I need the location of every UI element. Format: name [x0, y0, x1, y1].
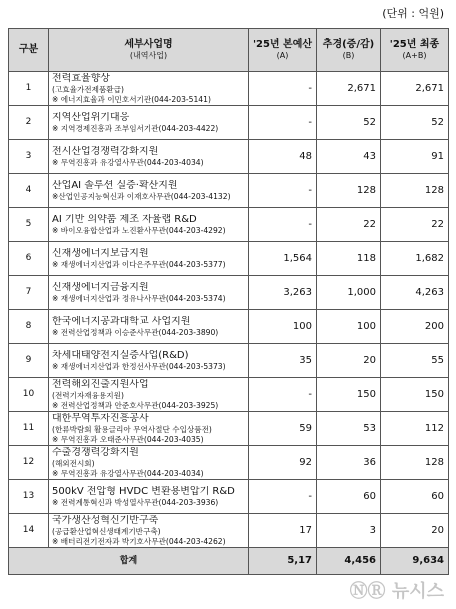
program-name	[49, 106, 249, 140]
total-budget: 5,17	[249, 548, 317, 575]
change-value: 20	[317, 344, 381, 378]
program-detail: (공급환산업혁신생태계기반구축)	[52, 527, 161, 537]
change-value: 43	[317, 140, 381, 174]
program-detail: ※ 재생에너지산업과 한정선사무관(044-203-5373)	[52, 361, 226, 371]
change-value: 118	[317, 242, 381, 276]
table-row	[9, 276, 449, 310]
program-title: 지역산업위기대응	[52, 111, 130, 123]
total-final: 9,634	[381, 548, 449, 575]
program-name	[49, 344, 249, 378]
row-number: 5	[9, 208, 49, 242]
change-value: 2,671	[317, 72, 381, 106]
program-detail: ※산업인공지능혁신과 이재호사무관(044-203-4132)	[52, 191, 231, 201]
total-change: 4,456	[317, 548, 381, 575]
header-budget: '25년 본예산 (A)	[249, 29, 317, 72]
final-value: 128	[381, 446, 449, 480]
program-name	[49, 378, 249, 412]
change-value: 150	[317, 378, 381, 412]
row-number: 1	[9, 72, 49, 106]
program-name	[49, 242, 249, 276]
budget-value: 17	[249, 514, 317, 548]
row-number: 10	[9, 378, 49, 412]
table-row	[9, 378, 449, 412]
budget-value: -	[249, 174, 317, 208]
change-value: 36	[317, 446, 381, 480]
program-title: 국가생산성혁신기반구축	[52, 515, 159, 527]
row-number: 9	[9, 344, 49, 378]
table-header-row	[9, 29, 449, 72]
budget-value: 3,263	[249, 276, 317, 310]
program-detail: ※ 배터리전기전자과 박기호사무관(044-203-4262)	[52, 536, 226, 546]
budget-value: -	[249, 208, 317, 242]
budget-value: -	[249, 480, 317, 514]
table-row	[9, 344, 449, 378]
program-detail: ※ 전력산업정책과 안준호사무관(044-203-3925)	[52, 400, 219, 410]
table-row	[9, 140, 449, 174]
row-number: 4	[9, 174, 49, 208]
program-title: 전시산업경쟁력강화지원	[52, 145, 159, 157]
program-name	[49, 140, 249, 174]
program-name	[49, 310, 249, 344]
change-value: 22	[317, 208, 381, 242]
row-number: 2	[9, 106, 49, 140]
program-title: 전력해외진출지원사업	[52, 379, 149, 391]
budget-value: -	[249, 72, 317, 106]
program-name	[49, 514, 249, 548]
table-row	[9, 446, 449, 480]
program-name	[49, 276, 249, 310]
final-value: 52	[381, 106, 449, 140]
row-number: 7	[9, 276, 49, 310]
final-value: 200	[381, 310, 449, 344]
budget-value: -	[249, 378, 317, 412]
budget-value: -	[249, 106, 317, 140]
program-detail: ※ 재생에너지산업과 이다은주무관(044-203-5377)	[52, 259, 226, 269]
row-number: 3	[9, 140, 49, 174]
program-title: 신재생에너지금융지원	[52, 281, 149, 293]
table-row	[9, 412, 449, 446]
final-value: 55	[381, 344, 449, 378]
final-value: 128	[381, 174, 449, 208]
program-detail: (해외전시회)	[52, 459, 95, 469]
table-row	[9, 72, 449, 106]
budget-value: 59	[249, 412, 317, 446]
header-name: 세부사업명 (내역사업)	[49, 29, 249, 72]
table-row	[9, 310, 449, 344]
program-title: 대한무역투자진흥공사	[52, 413, 149, 425]
program-name	[49, 174, 249, 208]
program-detail: (한류박람회 활용글리아 무역사절단 수입상품전)	[52, 425, 212, 435]
final-value: 4,263	[381, 276, 449, 310]
program-name	[49, 208, 249, 242]
program-detail: ※ 무역진흥과 유강열사무관(044-203-4034)	[52, 157, 204, 167]
table-row	[9, 242, 449, 276]
budget-value: 92	[249, 446, 317, 480]
final-value: 150	[381, 378, 449, 412]
change-value: 60	[317, 480, 381, 514]
final-value: 22	[381, 208, 449, 242]
header-final: '25년 최종 (A+B)	[381, 29, 449, 72]
total-row	[9, 548, 449, 575]
final-value: 20	[381, 514, 449, 548]
program-name	[49, 480, 249, 514]
program-title: 차세대태양전지실증사업(R&D)	[52, 349, 189, 361]
program-name	[49, 412, 249, 446]
row-number: 14	[9, 514, 49, 548]
row-number: 12	[9, 446, 49, 480]
budget-value: 100	[249, 310, 317, 344]
table-row	[9, 174, 449, 208]
program-detail: ※ 바이오융합산업과 노진환사무관(044-203-4292)	[52, 225, 226, 235]
table-row	[9, 106, 449, 140]
header-change: 추경(증/감) (B)	[317, 29, 381, 72]
total-label: 합계	[9, 548, 249, 575]
row-number: 6	[9, 242, 49, 276]
change-value: 128	[317, 174, 381, 208]
final-value: 60	[381, 480, 449, 514]
table-row	[9, 208, 449, 242]
change-value: 3	[317, 514, 381, 548]
program-detail: ※ 전력계통혁신과 박성열사무관(044-203-3936)	[52, 497, 219, 507]
program-detail: ※ 에너지효율과 이민호서기관(044-203-5141)	[52, 94, 211, 104]
program-title: 한국에너지공과대학교 사업지원	[52, 315, 191, 327]
budget-value: 1,564	[249, 242, 317, 276]
program-title: 500kV 전압형 HVDC 변환용변압기 R&D	[52, 485, 235, 497]
program-title: 산업AI 솔루션 실증·확산지원	[52, 179, 178, 191]
change-value: 53	[317, 412, 381, 446]
program-name	[49, 446, 249, 480]
program-detail: ※ 전력산업정책과 이승준사무관(044-203-3890)	[52, 327, 219, 337]
program-detail: ※ 무역진흥과 유강열사무관(044-203-4034)	[52, 468, 204, 478]
program-title: 수출경쟁력강화지원	[52, 447, 139, 459]
watermark-logo: ⓃⓇ 뉴시스	[349, 581, 444, 602]
final-value: 91	[381, 140, 449, 174]
budget-value: 35	[249, 344, 317, 378]
row-number: 8	[9, 310, 49, 344]
program-title: 전력효율향상	[52, 73, 110, 85]
program-name	[49, 72, 249, 106]
program-detail: (전력기자재융용지원)	[52, 391, 124, 401]
unit-label: (단위 : 억원)	[382, 7, 444, 20]
program-title: AI 기반 의약품 제조 자율랩 R&D	[52, 213, 197, 225]
table-row	[9, 480, 449, 514]
row-number: 11	[9, 412, 49, 446]
change-value: 100	[317, 310, 381, 344]
final-value: 112	[381, 412, 449, 446]
budget-value: 48	[249, 140, 317, 174]
change-value: 1,000	[317, 276, 381, 310]
program-detail: ※ 재생에너지산업과 정유나사무관(044-203-5374)	[52, 293, 226, 303]
table-row	[9, 514, 449, 548]
final-value: 1,682	[381, 242, 449, 276]
program-detail: (고효율가전제품환급)	[52, 85, 124, 95]
budget-table	[8, 28, 449, 575]
program-detail: ※ 지역경제진흥과 조부임서기관(044-203-4422)	[52, 123, 219, 133]
program-title: 신재생에너지보급지원	[52, 247, 149, 259]
final-value: 2,671	[381, 72, 449, 106]
change-value: 52	[317, 106, 381, 140]
program-detail: ※ 무역진흥과 오태준사무관(044-203-4035)	[52, 434, 204, 444]
header-no: 구분	[9, 29, 49, 72]
row-number: 13	[9, 480, 49, 514]
